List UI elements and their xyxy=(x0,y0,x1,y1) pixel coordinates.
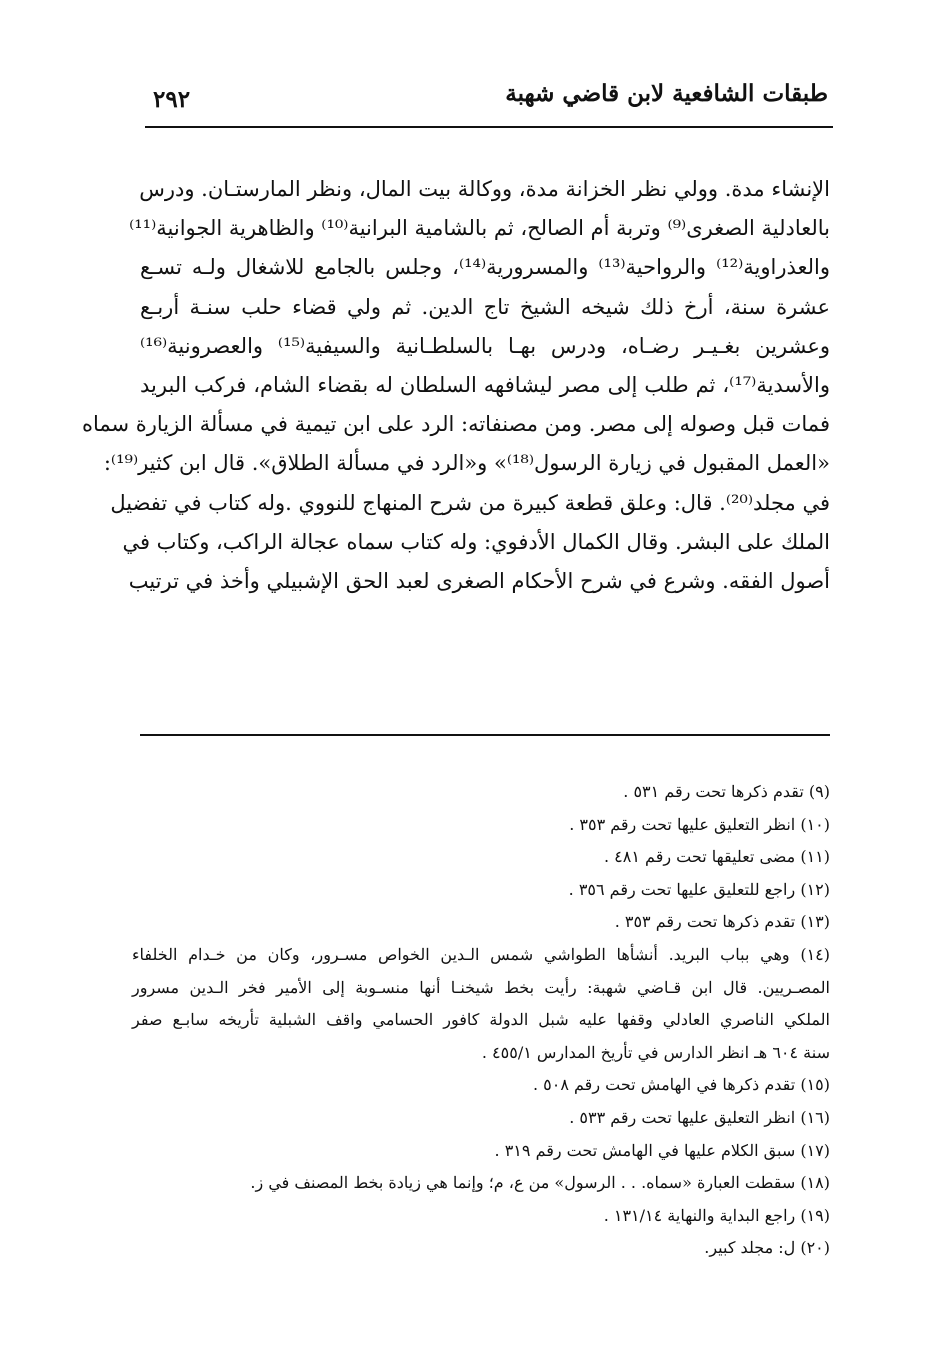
footnote-line: (١٧) سبق الكلام عليها في الهامش تحت رقم ٣١٩ . xyxy=(494,1140,830,1160)
body-line: أصول الفقه. وشرع في شرح الأحكام الصغرى لعبد الحق الإشبيلي وأخذ في ترتيب xyxy=(128,568,830,593)
body-text xyxy=(81,170,831,601)
footnote-line: الملكي الناصري العادلي وقفها عليه شبل الدولة كافور الحسامي واقف الشبلية تأريخه سابـع صفر xyxy=(132,1010,830,1030)
body-line: الإنشاء مدة. وولي نظر الخزانة مدة، ووكالة بيت المال، ونظر المارستـان. ودرس xyxy=(139,177,830,201)
running-header xyxy=(145,80,828,116)
footnote-line: سنة ٦٠٤ هـ انظر الدارس في تأريخ المدارس ٤٥٥/١ . xyxy=(481,1042,830,1062)
body-line: والأسدية⁽¹⁷⁾، ثم طلب إلى مصر ليشافهه السلطان له بقضاء الشام، فركب البريد xyxy=(140,372,830,397)
page-number: ٢٩٢ xyxy=(153,86,191,113)
body-line: وعشرين بغـيـر رضـاه، ودرس بهـا بالسلطـانية والسيفية⁽¹⁵⁾ والعصرونية⁽¹⁶⁾ xyxy=(140,333,831,358)
footnote-line: (٢٠) ل: مجلد كبير. xyxy=(704,1238,830,1258)
footnote-line: (٩) تقدم ذكرها تحت رقم ٥٣١ . xyxy=(623,782,830,801)
footnote-line: (١٨) سقطت العبارة «سماه. . . الرسول» من ع، م؛ وإنما هي زيادة بخط المصنف في ز. xyxy=(250,1173,830,1193)
body-line: «العمل المقبول في زيارة الرسول⁽¹⁸⁾» و«الرد في مسألة الطلاق». قال ابن كثير⁽¹⁹⁾: xyxy=(103,451,830,476)
header-title: طبقات الشافعية لابن قاضي شهبة xyxy=(505,80,828,107)
body-line: عشرة سنة، أرخ ذلك شيخه الشيخ تاج الدين. ثم ولي قضاء حلب سنـة أربـع xyxy=(140,294,830,319)
body-line: الملك على البشر. وقال الكمال الأدفوي: وله كتاب سماه عجالة الراكب، وكتاب في xyxy=(122,529,830,554)
body-line: في مجلد⁽²⁰⁾. قال: وعلق قطعة كبيرة من شرح المنهاج للنووي .وله كتاب في تفضيل xyxy=(110,490,830,515)
footnote-line: (١٠) انظر التعليق عليها تحت رقم ٣٥٣ . xyxy=(569,814,830,834)
body-line: فمات قبل وصوله إلى مصر. ومن مصنفاته: الرد على ابن تيمية في مسألة الزيارة سماه xyxy=(81,412,830,437)
footnote-line: (١٥) تقدم ذكرها في الهامش تحت رقم ٥٠٨ . xyxy=(532,1075,830,1095)
footnote-line: (١١) مضى تعليقها تحت رقم ٤٨١ . xyxy=(604,847,830,867)
body-line: بالعادلية الصغرى⁽⁹⁾ وتربة أم الصالح، ثم بالشامية البرانية⁽¹⁰⁾ والظاهرية الجوانية⁽¹¹⁾ xyxy=(129,216,830,241)
footnote-rule xyxy=(140,734,830,736)
footnote-line: (١٦) انظر التعليق عليها تحت رقم ٥٣٣ . xyxy=(569,1107,830,1127)
footnotes xyxy=(132,776,830,1265)
footnote-line: (١٤) وهي بباب البريد. أنشأها الطواشي شمس الـدين الخواص مسـرور، وكان من خـدام الخلفاء xyxy=(132,944,830,964)
header-rule xyxy=(145,126,833,128)
footnote-line: (١٣) تقدم ذكرها تحت رقم ٣٥٣ . xyxy=(614,912,830,932)
footnote-line: (١٩) راجع البداية والنهاية ١٣١/١٤ . xyxy=(603,1205,830,1225)
footnote-line: (١٢) راجع للتعليق عليها تحت رقم ٣٥٦ . xyxy=(568,879,830,899)
body-line: والعذراوية⁽¹²⁾ والرواحية⁽¹³⁾ والمسرورية⁽¹⁴⁾، وجلس بالجامع للاشغال ولـه تسـع xyxy=(140,255,830,280)
footnote-line: المصـريين. قال ابن قـاضي شهبة: رأيت بخط شيخنـا أنها منسـوبة إلى الأمير فخر الـدين مسرور xyxy=(132,977,830,997)
